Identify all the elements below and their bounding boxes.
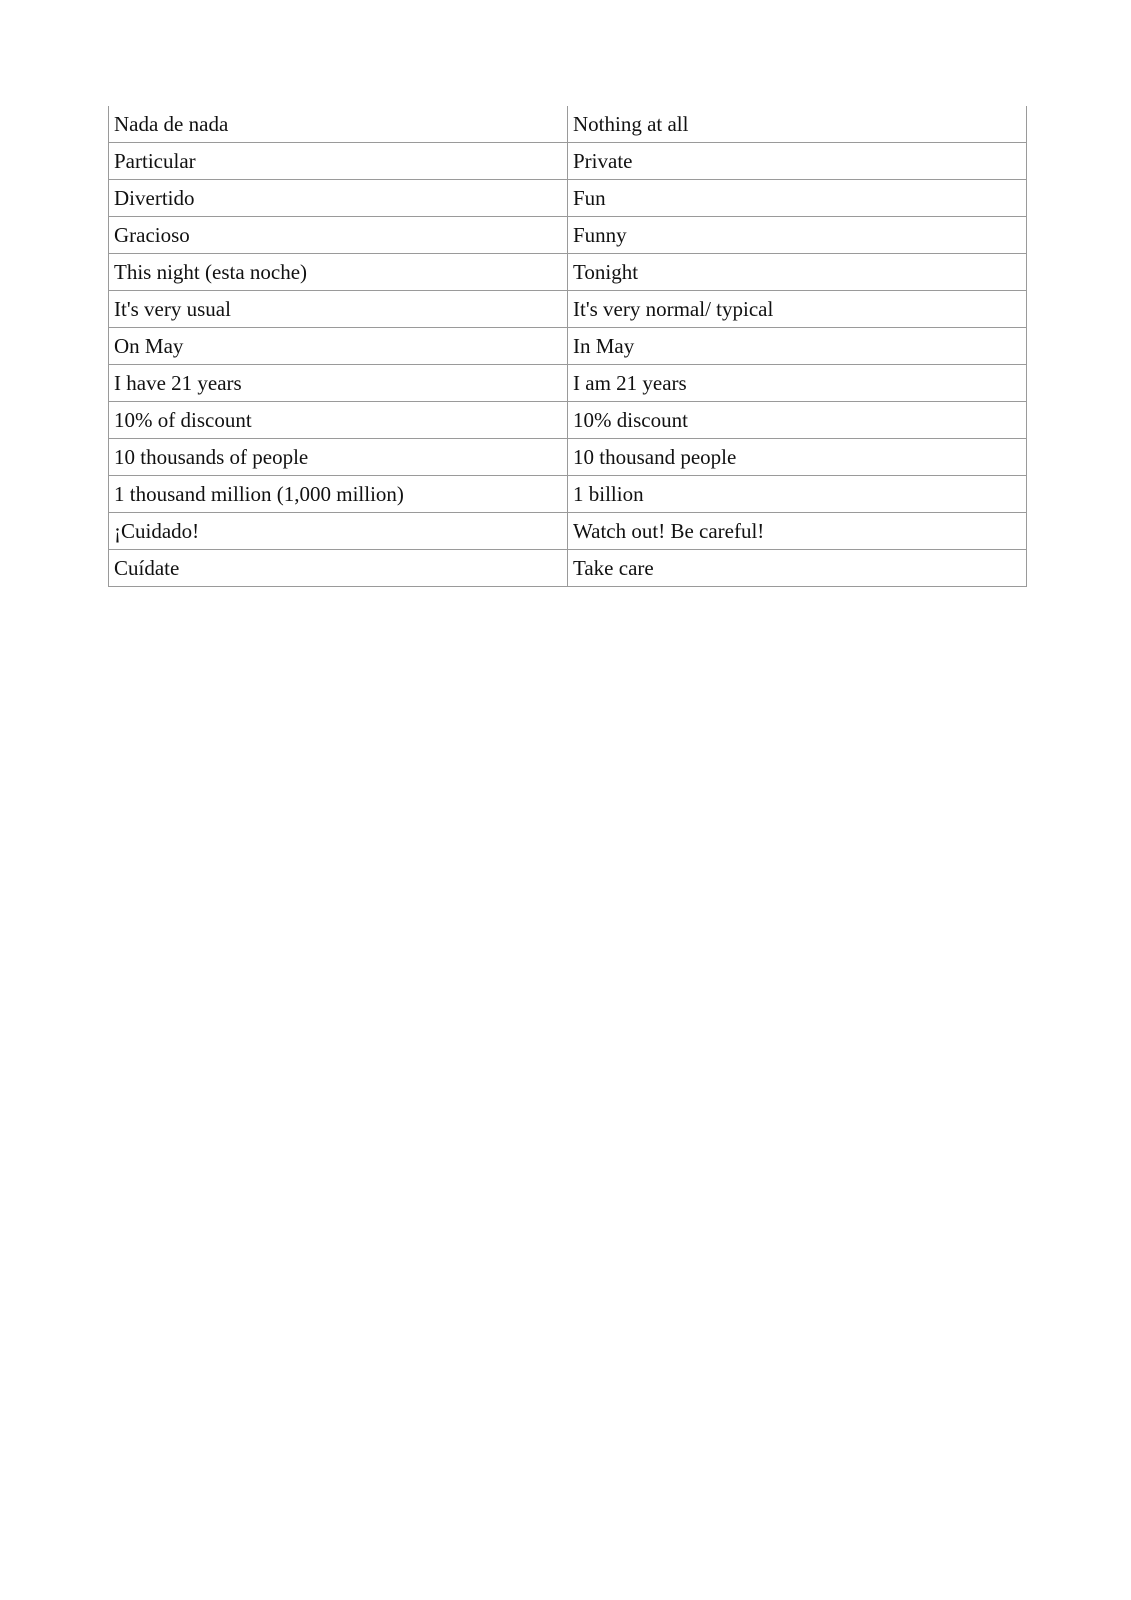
table-row: [109, 550, 1027, 587]
table-row: [109, 365, 1027, 402]
table-row: [109, 254, 1027, 291]
table-cell-correction: Watch out! Be careful!: [568, 513, 1027, 550]
table-cell-original: Nada de nada: [109, 106, 568, 143]
table-row: [109, 328, 1027, 365]
table-cell-original: This night (esta noche): [109, 254, 568, 291]
table-row: [109, 106, 1027, 143]
table-row: [109, 291, 1027, 328]
table-cell-correction: I am 21 years: [568, 365, 1027, 402]
table-cell-original: 10 thousands of people: [109, 439, 568, 476]
table-cell-original: I have 21 years: [109, 365, 568, 402]
vocabulary-table: [108, 106, 1027, 587]
table-row: [109, 439, 1027, 476]
table-row: [109, 402, 1027, 439]
table-row: [109, 143, 1027, 180]
table-cell-correction: 10 thousand people: [568, 439, 1027, 476]
table-cell-original: ¡Cuidado!: [109, 513, 568, 550]
table-cell-correction: Fun: [568, 180, 1027, 217]
table-cell-original: Divertido: [109, 180, 568, 217]
table-cell-correction: It's very normal/ typical: [568, 291, 1027, 328]
table-cell-original: Cuídate: [109, 550, 568, 587]
table-row: [109, 180, 1027, 217]
table-cell-original: Gracioso: [109, 217, 568, 254]
table-cell-correction: Private: [568, 143, 1027, 180]
table-cell-correction: Take care: [568, 550, 1027, 587]
table-cell-correction: Nothing at all: [568, 106, 1027, 143]
table-cell-original: On May: [109, 328, 568, 365]
table-cell-correction: 10% discount: [568, 402, 1027, 439]
table-cell-original: Particular: [109, 143, 568, 180]
table-row: [109, 217, 1027, 254]
table-cell-original: 1 thousand million (1,000 million): [109, 476, 568, 513]
table-row: [109, 513, 1027, 550]
table-cell-correction: 1 billion: [568, 476, 1027, 513]
table-cell-correction: In May: [568, 328, 1027, 365]
table-cell-correction: Tonight: [568, 254, 1027, 291]
table-cell-original: It's very usual: [109, 291, 568, 328]
table-cell-original: 10% of discount: [109, 402, 568, 439]
table-row: [109, 476, 1027, 513]
table-cell-correction: Funny: [568, 217, 1027, 254]
